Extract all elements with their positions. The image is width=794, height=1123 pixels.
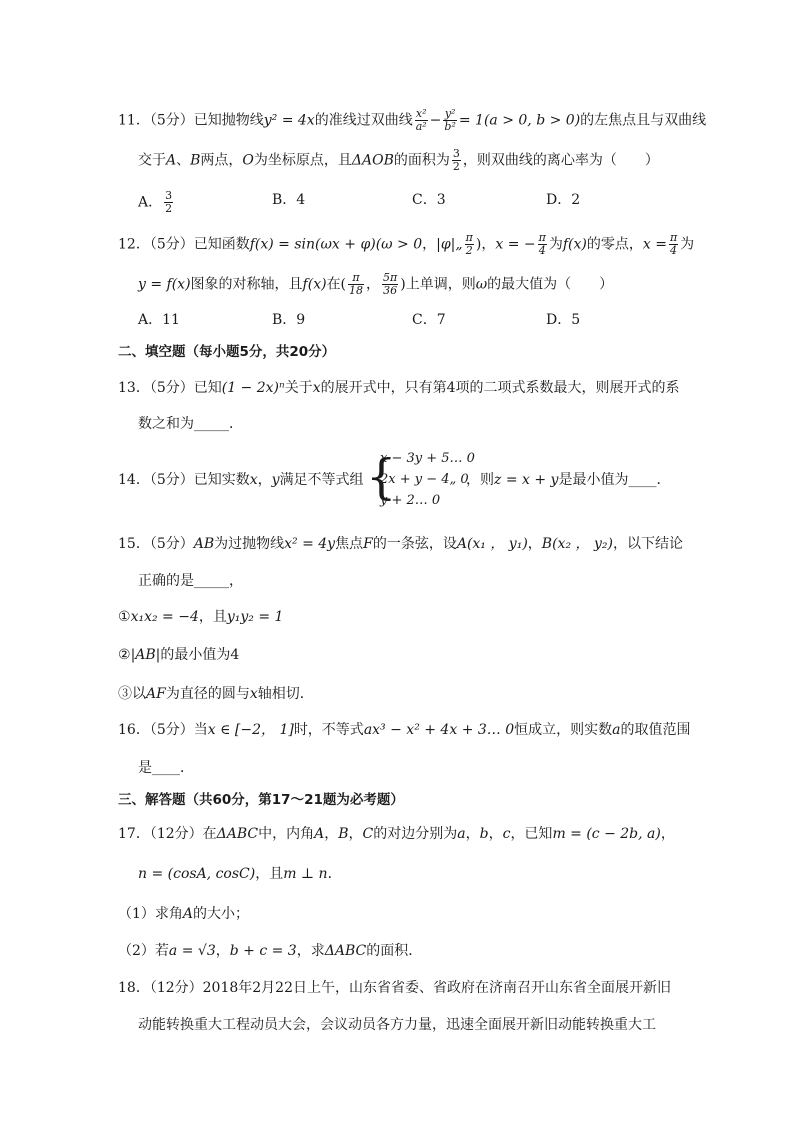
q13-line2: 数之和为_____． bbox=[138, 416, 243, 432]
q12-option-b: B．9 bbox=[272, 312, 306, 328]
q11-text: 11．（5分）已知抛物线 bbox=[118, 112, 264, 129]
q11-option-d: D．2 bbox=[546, 192, 581, 208]
q11-frac-y: $\frac{\text{y²}}{\text{b²}}$ bbox=[444, 107, 456, 133]
q11-parabola: y² = 4x bbox=[263, 112, 315, 129]
q14-brace: { bbox=[366, 449, 397, 505]
q12-option-a: A．11 bbox=[138, 312, 180, 328]
q14-system-3: y + 2… 0 bbox=[380, 493, 441, 508]
q11-text: 的左焦点且与双曲线 bbox=[580, 112, 707, 129]
q11-minus: − bbox=[429, 112, 442, 129]
q12-frac-pi2: $\frac{\pi}{2}$ bbox=[465, 231, 473, 257]
q15-conclusion-2: ②|AB|的最小值为4 bbox=[118, 647, 240, 663]
q12-frac-pi4b: $\frac{\pi}{4}$ bbox=[669, 231, 678, 257]
q18-line1: 18．（12分）2018年2月22日上午，山东省省委、省政府在济南召开山东省全面展开新旧 bbox=[118, 980, 671, 996]
q11-option-b: B．4 bbox=[272, 192, 306, 208]
q11-area-frac: $\frac{3}{2}$ bbox=[452, 147, 460, 173]
q11-option-c: C．3 bbox=[412, 192, 446, 208]
q12-frac-int2: $\frac{5\pi}{36}$ bbox=[383, 271, 398, 297]
q18-line2: 动能转换重大工程动员大会，会议动员各方力量，迅速全面展开新旧动能转换重大工 bbox=[138, 1017, 656, 1033]
q11-line1 bbox=[118, 108, 706, 133]
q15-line2: 正确的是_____， bbox=[138, 573, 243, 589]
q15-conclusion-3: ③以AF为直径的圆与x轴相切． bbox=[118, 686, 314, 702]
q11-optA-frac: $\frac{3}{2}$ bbox=[165, 189, 173, 215]
q12-frac-int1: $\frac{\pi}{18}$ bbox=[349, 271, 364, 297]
q17-part1: （1）求角A的大小； bbox=[118, 906, 250, 922]
q11-option-a: A． $\frac{3}{2}$ bbox=[138, 189, 173, 215]
q12-frac-pi4: $\frac{\pi}{4}$ bbox=[538, 231, 546, 257]
q12-option-d: D．5 bbox=[546, 312, 581, 328]
q17-line2: n = (cosA, cosC)，且m ⊥ n． bbox=[138, 866, 342, 882]
q14-line: 14．（5分）已知实数x，y满足不等式组 bbox=[118, 472, 364, 488]
section-heading-solutions: 三、解答题（共60分，第17～21题为必考题） bbox=[118, 792, 404, 808]
q16-line2: 是____． bbox=[138, 760, 194, 776]
q13-line1: 13．（5分）已知(1 − 2x)ⁿ关于x的展开式中，只有第4项的二项式系数最大，则展开式的系 bbox=[118, 380, 680, 396]
q15-line1: 15．（5分）AB为过抛物线x² = 4y焦点F的一条弦，设A(x₁ ， y₁)，B(x₂ ， y₂)，以下结论 bbox=[118, 536, 683, 552]
q14-system-1: x − 3y + 5… 0 bbox=[380, 451, 475, 466]
q16-line1: 16．（5分）当x ∈ [−2， 1]时，不等式ax³ − x² + 4x + 3… 0恒成立，则实数a的取值范围 bbox=[118, 722, 691, 738]
q14-system-2: 2x + y − 4„ 0 bbox=[380, 472, 469, 487]
q14-line-end: ，则z = x + y是最小值为____． bbox=[466, 472, 671, 488]
q12-option-c: C．7 bbox=[412, 312, 446, 328]
q11-line2: 交于A、B两点，O为坐标原点，且ΔAOB的面积为 $\frac{3}{2}$ ，则双曲线的离心率为（ ） bbox=[138, 147, 659, 173]
q11-frac-x: $\frac{\text{x²}}{\text{a²}}$ bbox=[415, 107, 427, 133]
q17-line1: 17．（12分）在ΔABC中，内角A，B，C的对边分别为a，b，c，已知m = (c − 2b, a)， bbox=[118, 826, 675, 842]
q11-text: 的准线过双曲线 bbox=[314, 112, 413, 129]
q11-cond: = 1(a > 0, b > 0) bbox=[458, 112, 581, 129]
q15-conclusion-1: ①x₁x₂ = −4，且y₁y₂ = 1 bbox=[118, 609, 284, 625]
q12-line2: y = f(x)图象的对称轴，且f(x)在( $\frac{\pi}{18}$ ， $\frac{5\pi}{36}$ )上单调，则ω的最大值为（ ） bbox=[138, 271, 614, 297]
q17-part2: （2）若a = √3，b + c = 3，求ΔABC的面积． bbox=[118, 943, 423, 959]
section-heading-fill-in: 二、填空题（每小题5分，共20分） bbox=[118, 344, 336, 360]
q12-line1: 12．（5分）已知函数f(x) = sin(ωx + φ)(ω > 0，|φ|„ $\frac{\pi}{2}$ )，x = − $\frac{\pi}{4}$ 为f(x)的零点，x = $\frac{\pi}{4}$ 为 bbox=[118, 231, 695, 257]
